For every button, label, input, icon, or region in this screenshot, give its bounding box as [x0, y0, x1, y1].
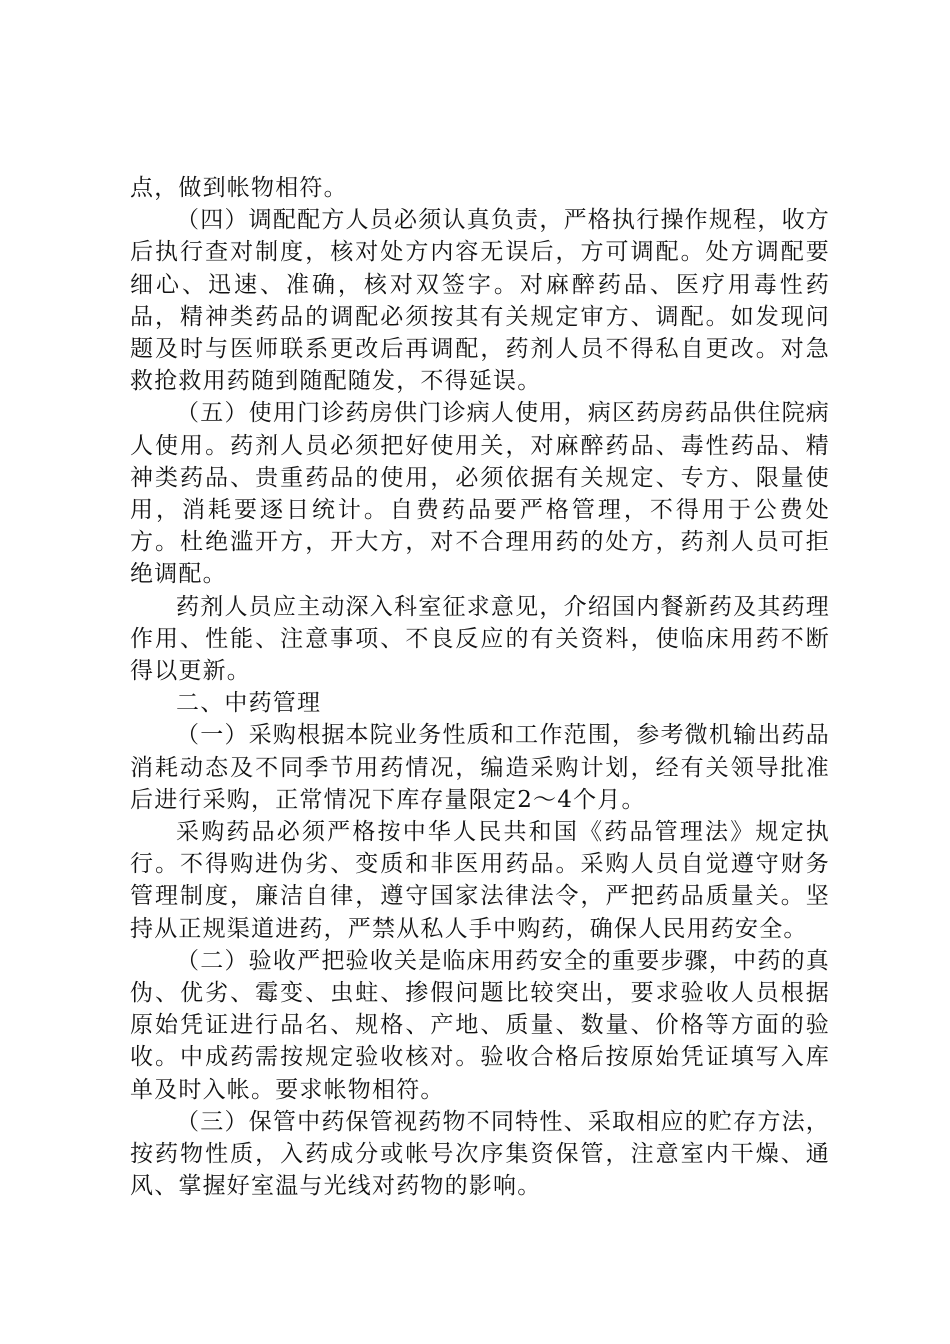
paragraph-4: 药剂人员应主动深入科室征求意见，介绍国内餐新药及其药理作用、性能、注意事项、不良反应的有关资料，使临床用药不断得以更新。 [130, 593, 830, 685]
paragraph-3: （五）使用门诊药房供门诊病人使用，病区药房药品供住院病人使用。药剂人员必须把好使用关，对麻醉药品、毒性药品、精神类药品、贵重药品的使用，必须依据有关规定、专方、限量使用，消耗要逐日统计。自费药品要严格管理，不得用于公费处方。杜绝滥开方，开大方，对不合理用药的处方，药剂人员可拒绝调配。 [130, 400, 830, 588]
paragraph-1: 点，做到帐物相符。 [130, 175, 348, 201]
paragraph-9: （三）保管中药保管视药物不同特性、采取相应的贮存方法，按药物性质，入药成分或帐号次序集资保管，注意室内干燥、通风、掌握好室温与光线对药物的影响。 [130, 1108, 830, 1200]
section-heading: 二、中药管理 [176, 690, 322, 717]
paragraph-2: （四）调配配方人员必须认真负责，严格执行操作规程，收方后执行查对制度，核对处方内容无误后，方可调配。处方调配要细心、迅速、准确，核对双签字。对麻醉药品、医疗用毒性药品，精神类药品的调配必须按其有关规定审方、调配。如发现问题及时与医师联系更改后再调配，药剂人员不得私自更改。对急救抢救用药随到随配随发，不得延误。 [130, 207, 830, 395]
paragraph-7: 采购药品必须严格按中华人民共和国《药品管理法》规定执行。不得购进伪劣、变质和非医用药品。采购人员自觉遵守财务管理制度，廉洁自律，遵守国家法律法令，严把药品质量关。坚持从正规渠道进药，严禁从私人手中购药，确保人民用药安全。 [130, 819, 830, 942]
document-body [130, 172, 830, 1203]
paragraph-6: （一）采购根据本院业务性质和工作范围，参考微机输出药品消耗动态及不同季节用药情况，编造采购计划，经有关领导批准后进行采购，正常情况下库存量限定2～4个月。 [130, 722, 830, 813]
paragraph-8: （二）验收严把验收关是临床用药安全的重要步骤，中药的真伪、优劣、霉变、虫蛀、掺假问题比较突出，要求验收人员根据原始凭证进行品名、规格、产地、质量、数量、价格等方面的验收。中成药需按规定验收核对。验收合格后按原始凭证填写入库单及时入帐。要求帐物相符。 [130, 947, 830, 1103]
